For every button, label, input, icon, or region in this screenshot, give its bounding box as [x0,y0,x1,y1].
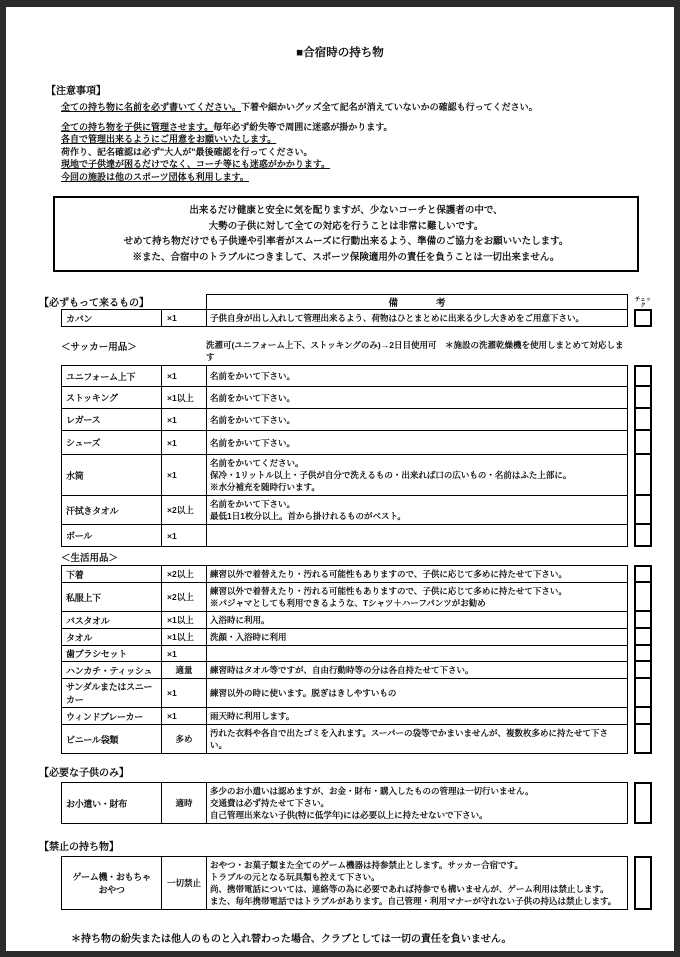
item-name: レガース [62,409,162,430]
checkbox [634,708,652,725]
table-row [61,856,652,910]
checkbox [634,856,652,910]
item-qty: ×1 [162,409,207,430]
item-qty: ×1 [162,455,207,495]
item-remarks: 入浴時に利用。 [210,615,270,625]
table-row [61,612,652,629]
item-remarks: 練習以外の時に使います。脱ぎはきしやすいもの [210,688,397,698]
item-qty: ×1 [162,679,207,707]
item-qty: ×2以上 [162,583,207,611]
notice-line: ※また、合宿中のトラブルにつきまして、スポーツ保険適用外の責任を負うことは一切出来ません。 [132,251,560,263]
item-name: 歯ブラシセット [62,646,162,661]
item-qty: ×1 [162,708,207,724]
daily-section-header [61,550,628,564]
must-bring-heading: 【必ずもって来るもの】 [39,298,149,309]
checkbox [634,662,652,679]
item-name: ストッキング [62,387,162,408]
checkbox [634,612,652,629]
item-qty: 一切禁止 [162,857,207,909]
page-title: ■合宿時の持ち物 [296,47,384,59]
item-remarks: 名前をかいて下さい。 [210,437,296,448]
checkbox [634,679,652,708]
prohibited-heading: 【禁止の持ち物】 [39,842,119,853]
checkbox [634,525,652,547]
attention-line: 現地で子供達が困るだけでなく、コーチ等にも迷惑がかかります。 [61,159,331,169]
item-qty: ×2以上 [162,566,207,582]
attention-line: 各自で管理出来るようにご用意をお願いいたします。 [61,134,277,144]
checkbox [634,725,652,754]
table-row [61,662,652,679]
item-remarks: 名前をかいて下さい。 最低1日1枚分以上。首から掛けれるものがベスト。 [210,499,406,521]
table-row [61,782,652,824]
item-name: ゲーム機・おもちゃ おやつ [62,857,162,909]
checkbox [634,431,652,455]
attention-heading: 【注意事項】 [46,86,106,97]
item-remarks [207,646,627,661]
item-name: サンダルまたはスニーカー [62,679,162,707]
item-remarks: 雨天時に利用します。 [210,711,295,721]
daily-table [61,565,652,754]
checkbox [634,309,652,327]
attention-line: 荷作り、記名確認は必ず"大人が"最後確認を行ってください。 [61,146,313,157]
item-name: 水筒 [62,455,162,495]
checkbox [634,629,652,646]
must-bring-table [61,309,652,327]
attention-line: 全ての持ち物を子供に管理させます。毎年必ず紛失等で周囲に迷惑が掛かります。 [61,121,393,132]
item-remarks: 練習以外で着替えたり・汚れる可能性もありますので、子供に応じて多めに持たせて下さい。 ※パジャマとしても利用できるような、Tシャツ＋ハーフパンツがお勧め [210,586,567,608]
checkbox [634,409,652,431]
item-remarks: 名前をかいて下さい。 [210,392,296,403]
attention-line: 今回の施設は他のスポーツ団体も利用します。 [61,171,249,182]
item-name: 私服上下 [62,583,162,611]
item-qty: 適量 [162,662,207,678]
checkbox [634,565,652,583]
soccer-heading: ＜サッカー用品＞ [61,342,137,353]
item-remarks: 名前をかいて下さい。 [210,371,296,381]
item-name: お小遣い・財布 [62,783,162,823]
item-qty: ×2以上 [162,496,207,524]
item-qty: ×1 [162,431,207,454]
table-row [61,565,652,583]
item-remarks [207,525,627,546]
item-remarks: 練習時はタオル等ですが、自由行動時等の分は各自持たせて下さい。 [210,665,474,675]
checkbox [634,496,652,525]
item-qty: ×1 [162,310,207,326]
item-qty: 適時 [162,783,207,823]
checkbox [634,583,652,612]
item-qty: ×1 [162,366,207,386]
item-remarks: 洗顔・入浴時に利用 [210,632,287,642]
table-row [61,629,652,646]
item-qty: ×1以上 [162,387,207,408]
notice-line: せめて持ち物だけでも子供達や引率者がスムーズに行動出来るよう、準備のご協力をお願いいたします。 [123,236,569,247]
table-row [61,455,652,496]
item-name: ユニフォーム上下 [62,366,162,386]
item-name: ビニール袋類 [62,725,162,753]
table-row [61,409,652,431]
soccer-washing-note: 洗濯可(ユニフォーム上下、ストッキングのみ)→2日目使用可 ＊施設の洗濯乾燥機を使用しまとめて対応します [206,340,624,362]
item-remarks: 名前をかいて下さい。 [210,414,296,425]
item-remarks: 名前をかいてください。 保冷・1リットル以上・子供が自分で洗えるもの・出来れば口の広いもの・名前はふた上部に。 ※水分補充を随時行います。 [210,458,572,492]
item-name: 汗拭きタオル [62,496,162,524]
item-qty: ×1 [162,646,207,661]
notice-line: 出来るだけ健康と安全に気を配りますが、少ないコーチと保護者の中で、 [189,205,503,216]
item-qty: ×1以上 [162,629,207,645]
item-name: ボール [62,525,162,546]
table-row [61,725,652,754]
checkbox [634,387,652,409]
table-row [61,496,652,525]
remarks-column-header: 備 考 [206,294,628,309]
document-page [6,7,674,951]
item-remarks: 汚れた衣料や各自で出たゴミを入れます。スーパーの袋等でかまいませんが、複数枚多めに持たせて下さい。 [210,728,608,750]
attention-line: 全ての持ち物に名前を必ず書いてください。下着や細かいグッズ全て記名が消えていないかの確認も行ってください。 [61,102,538,112]
table-row [61,387,652,409]
table-row [61,309,652,327]
notice-box [53,196,639,272]
table-row [61,583,652,612]
item-remarks: 多少のお小遣いは認めますが、お金・財布・購入したものの管理は一切行いません。 交通費は必ず持たせて下さい。 自己管理出来ない子供(特に低学年)には必要以上に持たせないで下さい。 [210,786,534,820]
item-name: 下着 [62,566,162,582]
item-qty: ×1 [162,525,207,546]
item-qty: 多め [162,725,207,753]
table-row [61,365,652,387]
checkbox [634,365,652,387]
item-name: バスタオル [62,612,162,628]
item-remarks: おやつ・お菓子類また全てのゲーム機器は持参禁止とします。サッカー合宿です。 トラブルの元となる玩具類も控えて下さい。 尚、携帯電話については、連絡等の為に必要であれば持参でも構いませんが、ゲーム利用は禁止します。 また、毎年携帯電話ではトラブルがあります。自己管理・利用マナーが守れない子供の持込は禁止します。 [210,860,617,906]
daily-heading: ＜生活用品＞ [61,553,119,564]
item-name: シューズ [62,431,162,454]
item-qty: ×1以上 [162,612,207,628]
item-name: カバン [62,310,162,326]
needed-only-table [61,782,652,824]
item-remarks: 練習以外で着替えたり・汚れる可能性もありますので、子供に応じて多めに持たせて下さい。 [210,569,567,579]
item-name: ハンカチ・ティッシュ [62,662,162,678]
checkbox [634,782,652,824]
must-bring-header [39,294,652,309]
table-row [61,525,652,547]
item-remarks: 子供自身が出し入れして管理出来るよう、荷物はひとまとめに出来る少し大きめをご用意下さい。 [210,313,585,323]
item-name: ウィンドブレーカー [62,708,162,724]
footer-disclaimer: ＊持ち物の紛失または他人のものと入れ替わった場合、クラブとしては一切の責任を負いません。 [71,934,512,945]
checkbox [634,646,652,662]
item-name: タオル [62,629,162,645]
needed-only-heading: 【必要な子供のみ】 [39,768,129,779]
prohibited-table [61,856,652,910]
table-row [61,708,652,725]
soccer-section-header [61,339,628,363]
table-row [61,431,652,455]
checkbox [634,455,652,496]
check-column-header: チェック [634,297,652,309]
soccer-table [61,365,652,547]
table-row [61,679,652,708]
table-row [61,646,652,662]
notice-line: 大勢の子供に対して全ての対応を行うことは非常に難しいです。 [208,220,484,232]
